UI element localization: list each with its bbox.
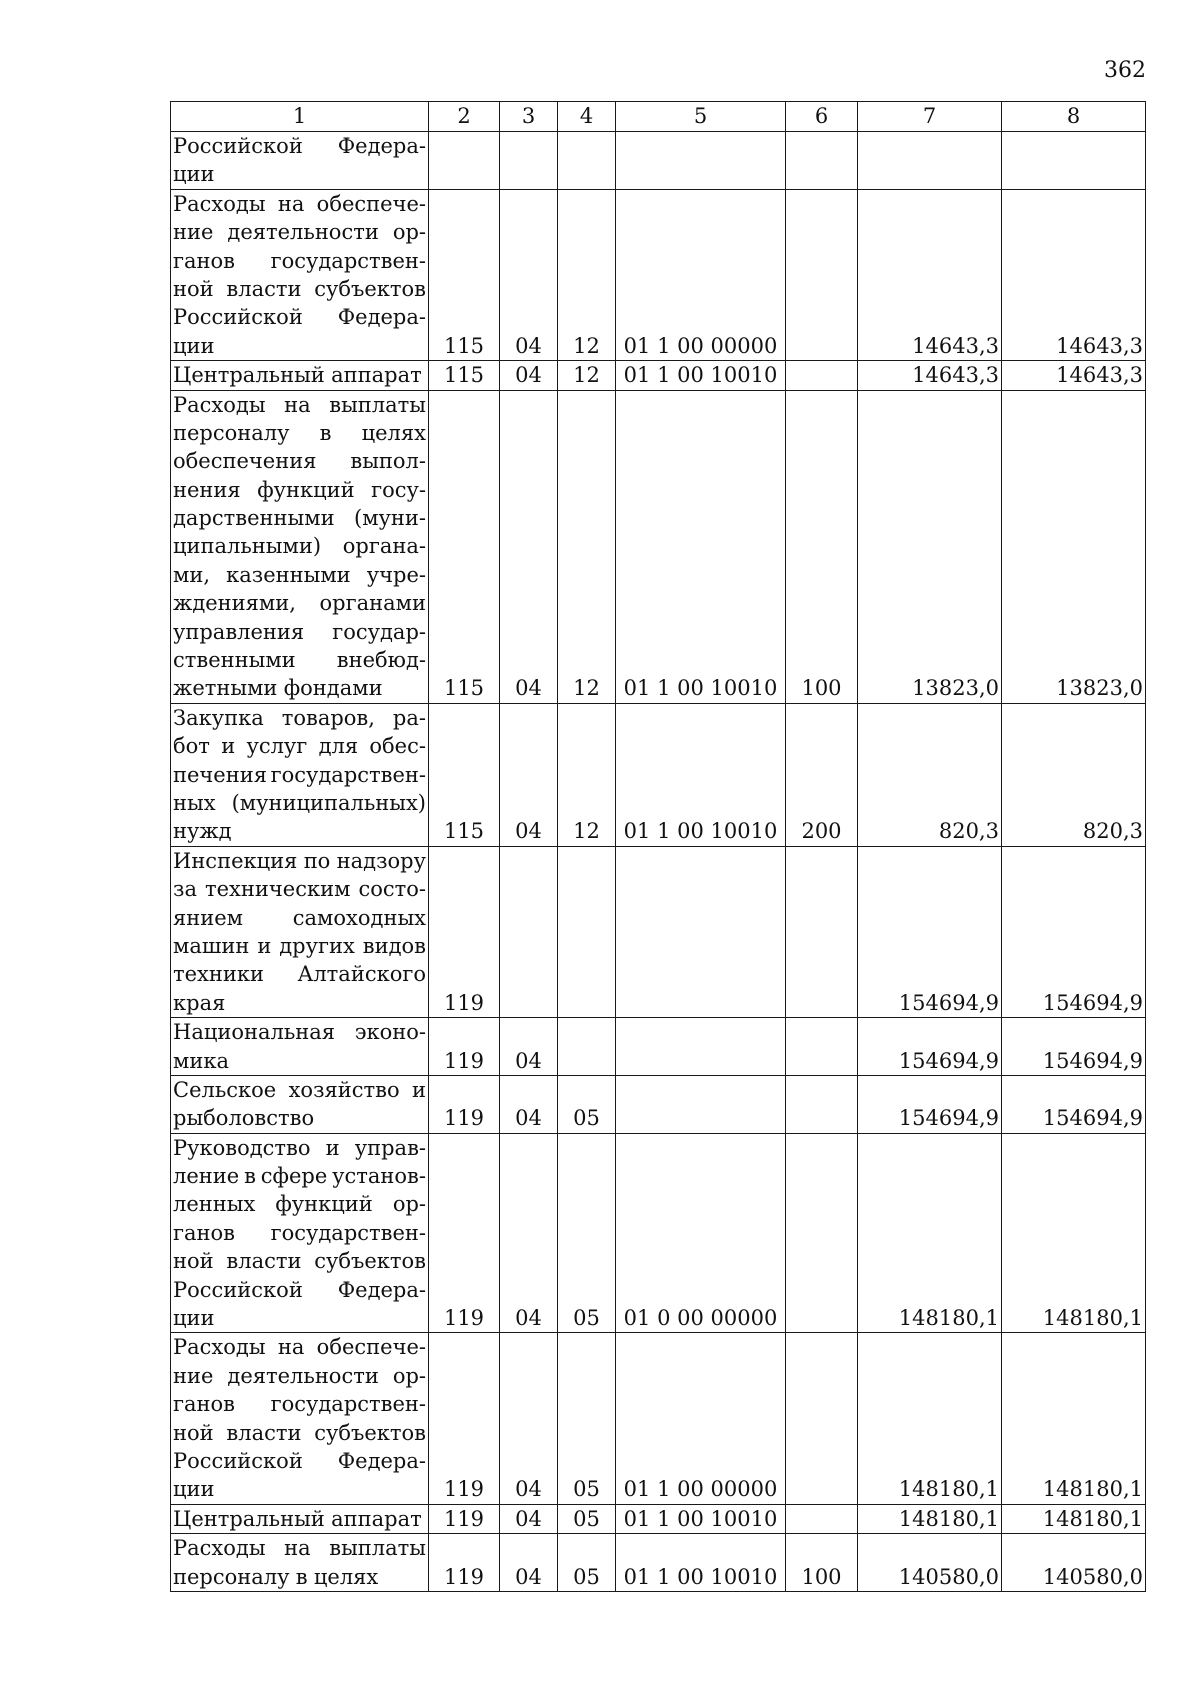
item-name-word: Российской [173, 305, 303, 330]
amount-cell: 14643,3 [858, 361, 1002, 390]
item-name-word: выплаты [329, 392, 426, 417]
item-name-line [173, 332, 426, 360]
amount-cell [1002, 132, 1146, 190]
item-name-line [173, 1475, 426, 1503]
item-name-word: ции [173, 1477, 215, 1502]
item-name-line [173, 789, 426, 817]
column-header: 4 [558, 102, 616, 132]
amount-cell: 13823,0 [858, 390, 1002, 703]
item-name-line [173, 704, 426, 732]
item-name-cell [171, 1333, 429, 1504]
page-number: 362 [1104, 58, 1146, 83]
item-name-word: аппарат [331, 1506, 422, 1531]
amount-cell: 148180,1 [858, 1504, 1002, 1533]
item-name-line [173, 1076, 426, 1104]
admin-code-cell: 119 [429, 1534, 500, 1592]
item-name-line [173, 1162, 426, 1190]
item-name-word: и [221, 734, 236, 759]
item-name-word: управления [173, 619, 305, 644]
subsection-code-cell: 05 [558, 1075, 616, 1133]
item-name-word: в [244, 1164, 256, 1189]
item-name-word: ганов [173, 1220, 235, 1245]
expense-type-cell [786, 1075, 858, 1133]
item-name-word: выплаты [329, 1536, 426, 1561]
target-article-cell [616, 1075, 786, 1133]
item-name-word: техники [173, 962, 265, 987]
item-name-word: ции [173, 162, 215, 187]
item-name-word: ципальными) [173, 534, 322, 559]
item-name-word: ор- [392, 220, 426, 245]
item-name-word: Федера- [337, 134, 426, 158]
header-row [171, 102, 1146, 132]
item-name-word: Центральный [173, 1506, 325, 1531]
item-name-line [173, 1563, 426, 1591]
item-name-word: функций [275, 1192, 373, 1217]
subsection-code-cell: 05 [558, 1133, 616, 1333]
item-name-word: ление [173, 1164, 240, 1189]
item-name-word: нения [173, 477, 241, 502]
item-name-cell [171, 1534, 429, 1592]
section-code-cell: 04 [500, 189, 558, 360]
section-code-cell: 04 [500, 1333, 558, 1504]
item-name-line [173, 1134, 426, 1162]
item-name-cell [171, 1075, 429, 1133]
item-name-cell [171, 390, 429, 703]
section-code-cell: 04 [500, 390, 558, 703]
column-header: 2 [429, 102, 500, 132]
item-name-line [173, 160, 426, 188]
item-name-word: эконо- [354, 1020, 426, 1045]
item-name-word: товаров, [281, 705, 375, 730]
item-name-word: на [284, 392, 311, 417]
item-name-word: Национальная [173, 1020, 336, 1045]
item-name-word: ор- [392, 1192, 426, 1217]
item-name-word: в [319, 420, 332, 445]
amount-cell: 148180,1 [1002, 1333, 1146, 1504]
item-name-word: ной [173, 276, 214, 301]
item-name-word: государствен- [270, 1220, 426, 1245]
target-article-cell [616, 846, 786, 1017]
subsection-code-cell: 12 [558, 390, 616, 703]
admin-code-cell: 119 [429, 1333, 500, 1504]
item-name-line [173, 761, 426, 789]
item-name-word: субъектов [314, 1420, 426, 1445]
expense-type-cell [786, 189, 858, 360]
item-name-word: ной [173, 1420, 214, 1445]
item-name-line [173, 247, 426, 275]
subsection-code-cell: 12 [558, 361, 616, 390]
item-name-word: функций [257, 477, 355, 502]
item-name-line [173, 1362, 426, 1390]
table-row [171, 1534, 1146, 1592]
item-name-word: Алтайского [297, 962, 426, 987]
amount-cell: 140580,0 [858, 1534, 1002, 1592]
item-name-line [173, 989, 426, 1017]
item-name-word: деятельности [227, 1363, 379, 1388]
item-name-word: ной [173, 1249, 214, 1274]
amount-cell: 154694,9 [858, 846, 1002, 1017]
item-name-word: ор- [392, 1363, 426, 1388]
item-name-word: Российской [173, 1277, 303, 1302]
amount-cell: 154694,9 [1002, 1075, 1146, 1133]
section-code-cell [500, 846, 558, 1017]
item-name-word: субъектов [314, 276, 426, 301]
item-name-cell [171, 189, 429, 360]
section-code-cell: 04 [500, 1018, 558, 1076]
amount-cell: 148180,1 [858, 1333, 1002, 1504]
item-name-word: ции [173, 1306, 215, 1331]
item-name-word: обес- [369, 734, 426, 759]
table-row [171, 1333, 1146, 1504]
table-row [171, 361, 1146, 390]
table-row [171, 1133, 1146, 1333]
item-name-word: обеспече- [316, 1335, 426, 1360]
item-name-word: и [257, 933, 272, 958]
subsection-code-cell: 05 [558, 1534, 616, 1592]
item-name-word: власти [226, 276, 302, 301]
admin-code-cell [429, 132, 500, 190]
table-row [171, 132, 1146, 190]
item-name-word: государствен- [270, 248, 426, 273]
item-name-line [173, 817, 426, 845]
item-name-word: госу- [371, 477, 426, 502]
item-name-line [173, 532, 426, 560]
item-name-word: Российской [173, 134, 303, 158]
amount-cell: 154694,9 [1002, 1018, 1146, 1076]
item-name-line [173, 1104, 426, 1132]
expense-type-cell: 100 [786, 1534, 858, 1592]
item-name-word: ганов [173, 1392, 235, 1417]
item-name-line [173, 1047, 426, 1075]
amount-cell: 14643,3 [1002, 189, 1146, 360]
admin-code-cell: 115 [429, 361, 500, 390]
section-code-cell: 04 [500, 1504, 558, 1533]
item-name-word: субъектов [314, 1249, 426, 1274]
item-name-cell [171, 361, 429, 390]
item-name-word: надзору [336, 848, 426, 873]
expense-type-cell [786, 132, 858, 190]
item-name-cell [171, 1504, 429, 1533]
item-name-line [173, 732, 426, 760]
item-name-line [173, 218, 426, 246]
expense-type-cell [786, 1504, 858, 1533]
item-name-cell [171, 132, 429, 190]
target-article-cell [616, 132, 786, 190]
admin-code-cell: 119 [429, 846, 500, 1017]
item-name-word: на [277, 191, 305, 216]
item-name-word: Инспекция [173, 848, 298, 873]
item-name-word: Расходы [173, 1335, 266, 1360]
item-name-word: для [318, 734, 359, 759]
section-code-cell: 04 [500, 703, 558, 846]
item-name-word: целях [361, 420, 426, 445]
item-name-word: внебюд- [336, 648, 426, 673]
item-name-word: Закупка [173, 705, 264, 730]
item-name-line [173, 1534, 426, 1562]
item-name-line [173, 275, 426, 303]
item-name-word: Сельское [173, 1077, 277, 1102]
expense-type-cell [786, 361, 858, 390]
item-name-word: Расходы [173, 1536, 266, 1561]
column-header: 1 [171, 102, 429, 132]
item-name-word: видов [362, 933, 426, 958]
expense-type-cell: 200 [786, 703, 858, 846]
item-name-word: государствен- [270, 1392, 426, 1417]
item-name-word: выпол- [350, 449, 426, 474]
item-name-line [173, 1018, 426, 1046]
item-name-line [173, 391, 426, 419]
item-name-word: аппарат [331, 363, 422, 388]
item-name-line [173, 361, 426, 389]
table-row [171, 703, 1146, 846]
item-name-line [173, 190, 426, 218]
section-code-cell: 04 [500, 1534, 558, 1592]
amount-cell: 820,3 [1002, 703, 1146, 846]
target-article-cell: 01 1 00 10010 [616, 390, 786, 703]
table-row [171, 846, 1146, 1017]
target-article-cell: 01 1 00 00000 [616, 1333, 786, 1504]
subsection-code-cell [558, 846, 616, 1017]
item-name-line [173, 1219, 426, 1247]
item-name-word: края [173, 990, 226, 1015]
item-name-word: техническим [205, 877, 351, 902]
expense-type-cell: 100 [786, 390, 858, 703]
item-name-word: хозяйство [288, 1077, 400, 1102]
table-row [171, 1075, 1146, 1133]
target-article-cell: 01 1 00 10010 [616, 1504, 786, 1533]
item-name-word: и [325, 1135, 340, 1160]
item-name-cell [171, 703, 429, 846]
item-name-line [173, 476, 426, 504]
table-body [171, 132, 1146, 1592]
item-name-line [173, 1304, 426, 1332]
item-name-line [173, 847, 426, 875]
item-name-line [173, 1247, 426, 1275]
amount-cell: 14643,3 [1002, 361, 1146, 390]
amount-cell [858, 132, 1002, 190]
section-code-cell: 04 [500, 1133, 558, 1333]
item-name-word: других [279, 933, 355, 958]
item-name-cell [171, 1133, 429, 1333]
item-name-word: ра- [392, 705, 426, 730]
item-name-line [173, 932, 426, 960]
item-name-word: ции [173, 333, 215, 358]
item-name-word: услуг [246, 734, 308, 759]
admin-code-cell: 115 [429, 189, 500, 360]
item-name-word: бот [173, 734, 210, 759]
column-header: 8 [1002, 102, 1146, 132]
column-header: 6 [786, 102, 858, 132]
table-row [171, 1504, 1146, 1533]
item-name-word: Руководство [173, 1135, 311, 1160]
item-name-word: Федера- [337, 1448, 426, 1473]
target-article-cell: 01 0 00 00000 [616, 1133, 786, 1333]
item-name-word: мика [173, 1048, 229, 1073]
item-name-word: на [277, 1335, 305, 1360]
item-name-word: деятельности [227, 220, 379, 245]
subsection-code-cell: 05 [558, 1504, 616, 1533]
item-name-word: (муни- [354, 506, 426, 531]
admin-code-cell: 119 [429, 1504, 500, 1533]
item-name-word: персоналу [173, 1564, 290, 1589]
item-name-word: казенными [226, 562, 351, 587]
item-name-word: установ- [332, 1164, 426, 1189]
item-name-word: ние [173, 220, 214, 245]
target-article-cell: 01 1 00 00000 [616, 189, 786, 360]
expense-type-cell [786, 1133, 858, 1333]
item-name-word: рыболовство [173, 1106, 315, 1131]
item-name-word: государствен- [270, 762, 426, 787]
item-name-word: ми, [173, 562, 211, 587]
section-code-cell: 04 [500, 361, 558, 390]
column-header: 3 [500, 102, 558, 132]
item-name-line [173, 561, 426, 589]
item-name-word: в [295, 1564, 308, 1589]
item-name-line [173, 504, 426, 532]
item-name-word: самоходных [292, 905, 426, 930]
column-header: 7 [858, 102, 1002, 132]
budget-table [170, 101, 1146, 1592]
item-name-word: обеспече- [316, 191, 426, 216]
item-name-word: машин [173, 933, 250, 958]
item-name-line [173, 960, 426, 988]
item-name-word: на [284, 1536, 311, 1561]
item-name-line [173, 447, 426, 475]
item-name-line [173, 589, 426, 617]
item-name-word: Федера- [337, 305, 426, 330]
item-name-word: органа- [342, 534, 426, 559]
item-name-line [173, 674, 426, 702]
expense-type-cell [786, 846, 858, 1017]
item-name-word: ственными [173, 648, 296, 673]
amount-cell: 148180,1 [1002, 1133, 1146, 1333]
item-name-line [173, 1390, 426, 1418]
item-name-word: печения [173, 762, 267, 787]
amount-cell: 148180,1 [858, 1133, 1002, 1333]
item-name-word: (муниципальных) [231, 791, 426, 815]
table-row [171, 189, 1146, 360]
item-name-word: власти [226, 1420, 302, 1445]
item-name-line [173, 1447, 426, 1475]
subsection-code-cell: 12 [558, 703, 616, 846]
item-name-word: органами [319, 591, 426, 616]
item-name-word: учре- [366, 562, 426, 587]
target-article-cell: 01 1 00 10010 [616, 1534, 786, 1592]
section-code-cell [500, 132, 558, 190]
item-name-cell [171, 1018, 429, 1076]
item-name-word: ние [173, 1363, 214, 1388]
item-name-word: ганов [173, 248, 235, 273]
amount-cell: 820,3 [858, 703, 1002, 846]
admin-code-cell: 115 [429, 703, 500, 846]
item-name-word: за [173, 877, 197, 902]
item-name-word: состо- [358, 877, 426, 902]
amount-cell: 154694,9 [858, 1075, 1002, 1133]
target-article-cell: 01 1 00 10010 [616, 361, 786, 390]
item-name-word: Расходы [173, 392, 266, 417]
item-name-line [173, 303, 426, 331]
expense-type-cell [786, 1333, 858, 1504]
item-name-word: ных [173, 791, 216, 815]
item-name-line [173, 875, 426, 903]
admin-code-cell: 119 [429, 1075, 500, 1133]
item-name-word: янием [173, 905, 244, 930]
item-name-word: жетными [173, 676, 278, 701]
section-code-cell: 04 [500, 1075, 558, 1133]
item-name-word: управ- [354, 1135, 426, 1160]
item-name-word: ленных [173, 1192, 256, 1217]
expense-type-cell [786, 1018, 858, 1076]
admin-code-cell: 119 [429, 1018, 500, 1076]
item-name-word: сфере [260, 1164, 328, 1189]
item-name-line [173, 419, 426, 447]
item-name-line [173, 618, 426, 646]
item-name-word: дарственными [173, 506, 335, 531]
item-name-line [173, 646, 426, 674]
item-name-word: фондами [283, 676, 383, 701]
table-row [171, 1018, 1146, 1076]
item-name-word: Российской [173, 1448, 303, 1473]
item-name-word: нужд [173, 819, 232, 844]
amount-cell: 148180,1 [1002, 1504, 1146, 1533]
item-name-word: Центральный [173, 363, 325, 388]
item-name-word: Расходы [173, 191, 266, 216]
item-name-word: Федера- [337, 1277, 426, 1302]
subsection-code-cell [558, 132, 616, 190]
item-name-word: ждениями, [173, 591, 296, 616]
item-name-line [173, 1333, 426, 1361]
item-name-word: персоналу [173, 420, 290, 445]
item-name-line [173, 132, 426, 160]
subsection-code-cell [558, 1018, 616, 1076]
table-row [171, 390, 1146, 703]
target-article-cell [616, 1018, 786, 1076]
item-name-line [173, 904, 426, 932]
target-article-cell: 01 1 00 10010 [616, 703, 786, 846]
amount-cell: 154694,9 [858, 1018, 1002, 1076]
item-name-word: и [411, 1077, 426, 1102]
amount-cell: 154694,9 [1002, 846, 1146, 1017]
column-header: 5 [616, 102, 786, 132]
admin-code-cell: 115 [429, 390, 500, 703]
item-name-line [173, 1190, 426, 1218]
amount-cell: 13823,0 [1002, 390, 1146, 703]
item-name-line [173, 1276, 426, 1304]
item-name-word: власти [226, 1249, 302, 1274]
item-name-word: целях [313, 1564, 379, 1589]
item-name-cell [171, 846, 429, 1017]
item-name-line [173, 1505, 426, 1533]
item-name-word: обеспечения [173, 449, 317, 474]
item-name-line [173, 1419, 426, 1447]
amount-cell: 140580,0 [1002, 1534, 1146, 1592]
item-name-word: государ- [332, 619, 426, 644]
item-name-word: по [303, 848, 331, 873]
subsection-code-cell: 05 [558, 1333, 616, 1504]
subsection-code-cell: 12 [558, 189, 616, 360]
admin-code-cell: 119 [429, 1133, 500, 1333]
amount-cell: 14643,3 [858, 189, 1002, 360]
